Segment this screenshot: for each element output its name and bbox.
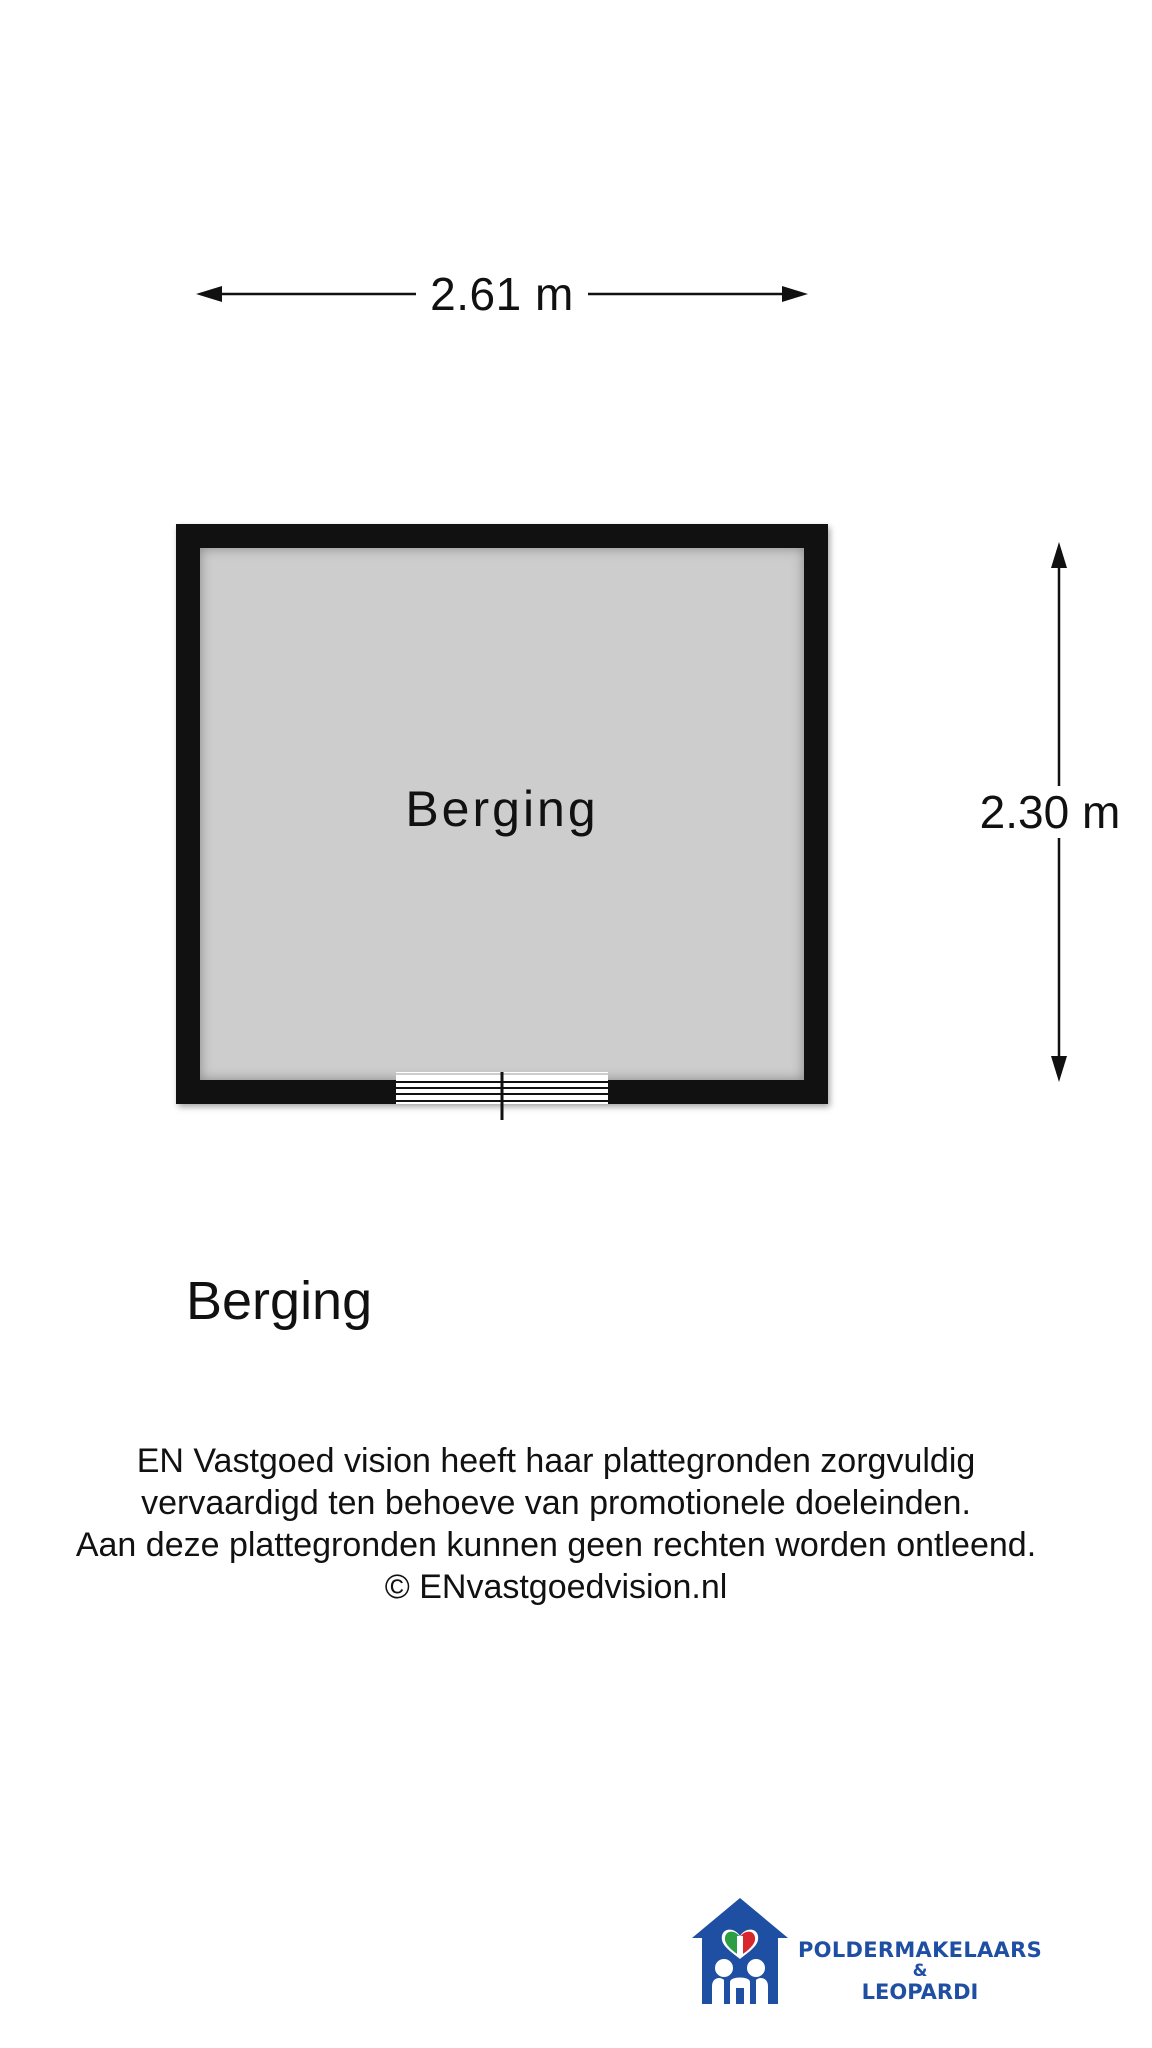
height-label: 2.30 m — [976, 786, 1125, 838]
door-opening — [396, 1072, 608, 1120]
logo-wordmark — [790, 1938, 1050, 2004]
logo-line-1: POLDERMAKELAARS — [797, 1938, 1043, 1962]
disclaimer-line: EN Vastgoed vision heeft haar plattegronden zorgvuldig — [136, 1442, 976, 1480]
width-dimension — [196, 268, 808, 320]
floor-title: Berging — [186, 1271, 373, 1331]
width-label: 2.61 m — [416, 268, 588, 320]
room-label: Berging — [405, 781, 599, 837]
disclaimer — [0, 1440, 1112, 1608]
disclaimer-line: vervaardigd ten behoeve van promotionele doeleinden. — [141, 1484, 971, 1522]
height-dimension — [960, 542, 1152, 1082]
logo-line-3: LEOPARDI — [861, 1980, 979, 2004]
logo-line-2: & — [912, 1961, 928, 1981]
copyright-line: © ENvastgoedvision.nl — [384, 1568, 728, 1606]
house-heart-icon — [690, 1896, 790, 2006]
disclaimer-line: Aan deze plattegronden kunnen geen rechten worden ontleend. — [75, 1526, 1037, 1564]
